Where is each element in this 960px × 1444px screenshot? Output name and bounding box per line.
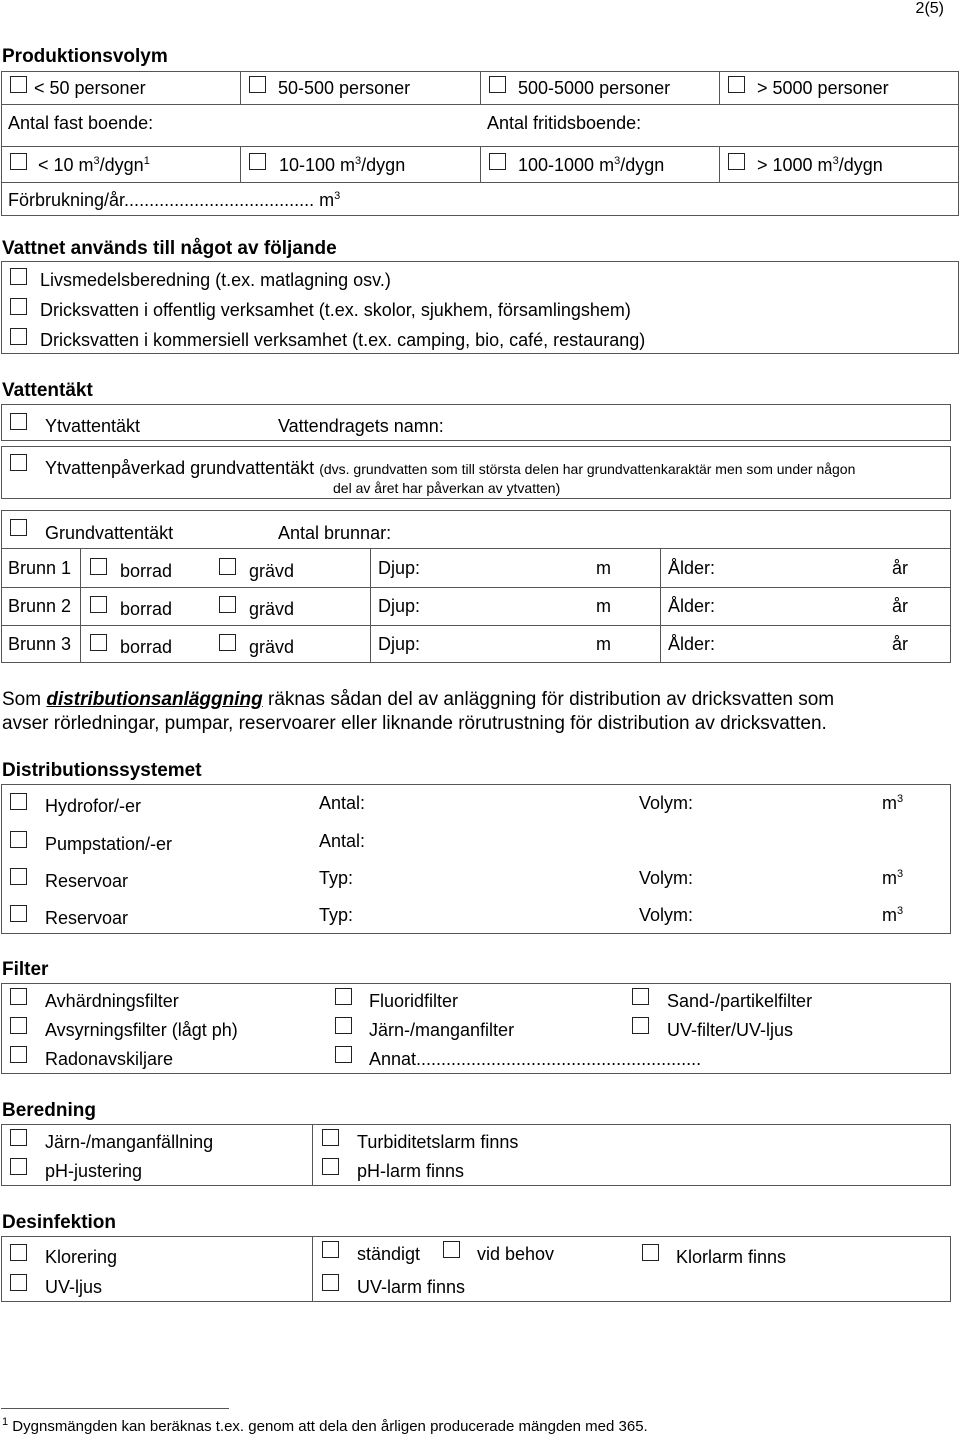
label-fluoridfilter: Fluoridfilter <box>369 991 459 1011</box>
divider <box>1 625 951 626</box>
checkbox-fluoridfilter[interactable] <box>335 988 352 1005</box>
checkbox-persons-under-50[interactable] <box>10 76 27 93</box>
label-annat-filter[interactable]: Annat......................................................... <box>369 1049 702 1069</box>
field-brunn2-alder[interactable]: Ålder: <box>668 596 716 616</box>
footnote <box>2 1418 648 1435</box>
checkbox-grundvattentakt[interactable] <box>10 519 27 536</box>
field-fast-boende[interactable]: Antal fast boende: <box>8 113 154 133</box>
field-brunn1-alder[interactable]: Ålder: <box>668 558 716 578</box>
ytpaverkad-note-line1: (dvs. grundvatten som till största delen har grundvattenkaraktär men som under någon <box>319 461 856 477</box>
distribution-definition-line1: Som distributionsanläggning räknas sådan del av anläggning för distribution av dricksvatten som <box>2 689 835 710</box>
field-reservoar2-typ[interactable]: Typ: <box>319 905 354 925</box>
label-gravd: grävd <box>249 561 295 581</box>
checkbox-brunn1-gravd[interactable] <box>219 558 236 575</box>
field-fritidsboende[interactable]: Antal fritidsboende: <box>487 113 642 133</box>
divider <box>312 1124 313 1186</box>
checkbox-persons-over-5000[interactable] <box>728 76 745 93</box>
section-heading-vattentakt: Vattentäkt <box>2 380 93 401</box>
unit-ar: år <box>892 634 909 654</box>
checkbox-persons-500-5000[interactable] <box>489 76 506 93</box>
label-reservoar: Reservoar <box>45 871 129 891</box>
checkbox-hydrofor[interactable] <box>10 793 27 810</box>
divider <box>370 548 371 663</box>
divider <box>240 71 241 104</box>
label-grundvattentakt: Grundvattentäkt <box>45 523 174 543</box>
divider <box>80 548 81 663</box>
unit-m3: $m^3$ <box>882 868 904 888</box>
label-pumpstation: Pumpstation/-er <box>45 834 173 854</box>
unit-ar: år <box>892 558 909 578</box>
divider <box>240 146 241 182</box>
well-name: Brunn 3 <box>8 634 72 654</box>
checkbox-pumpstation[interactable] <box>10 831 27 848</box>
section-heading-produktionsvolym: Produktionsvolym <box>2 46 168 67</box>
label-borrad: borrad <box>120 561 173 581</box>
label-avsyrningsfilter: Avsyrningsfilter (lågt ph) <box>45 1020 238 1040</box>
field-brunn1-djup[interactable]: Djup: <box>378 558 421 578</box>
checkbox-annat-filter[interactable] <box>335 1046 352 1063</box>
distribution-box <box>1 784 951 934</box>
divider <box>660 548 661 663</box>
field-reservoar1-volym[interactable]: Volym: <box>639 868 694 888</box>
field-hydrofor-volym[interactable]: Volym: <box>639 793 694 813</box>
divider <box>1 587 951 588</box>
divider <box>480 146 481 182</box>
checkbox-uv-ljus[interactable] <box>10 1274 27 1291</box>
checkbox-vid-behov[interactable] <box>443 1241 460 1258</box>
unit-m3: $m^3$ <box>882 793 904 813</box>
checkbox-brunn1-borrad[interactable] <box>90 558 107 575</box>
unit-m: m <box>596 558 611 578</box>
section-heading-anvandning: Vattnet används till något av följande <box>2 238 337 259</box>
field-pumpstation-antal[interactable]: Antal: <box>319 831 366 851</box>
label-uv-filter: UV-filter/UV-ljus <box>667 1020 794 1040</box>
well-name: Brunn 1 <box>8 558 72 578</box>
checkbox-reservoar-1[interactable] <box>10 868 27 885</box>
field-reservoar2-volym[interactable]: Volym: <box>639 905 694 925</box>
section-heading-beredning: Beredning <box>2 1100 96 1121</box>
label-flow-under-10: < 10 $m^3/dygn^1$ <box>38 155 150 175</box>
label-jarn-manganfallning: Järn-/manganfällning <box>45 1132 214 1152</box>
section-heading-filter: Filter <box>2 959 49 980</box>
checkbox-flow-10-100[interactable] <box>249 153 266 170</box>
label-standigt: ständigt <box>357 1244 421 1264</box>
label-ytvattentakt: Ytvattentäkt <box>45 416 141 436</box>
label-klorlarm: Klorlarm finns <box>676 1247 787 1267</box>
checkbox-flow-100-1000[interactable] <box>489 153 506 170</box>
unit-m: m <box>596 634 611 654</box>
label-persons-500-5000: 500-5000 personer <box>518 78 671 98</box>
label-persons-under-50: < 50 personer <box>34 78 146 98</box>
checkbox-kommersiell[interactable] <box>10 328 27 345</box>
desinfektion-box <box>1 1236 951 1302</box>
label-borrad: borrad <box>120 637 173 657</box>
divider <box>1 104 959 105</box>
unit-m: m <box>596 596 611 616</box>
checkbox-avsyrningsfilter[interactable] <box>10 1017 27 1034</box>
ytpaverkad-note-line2: del av året har påverkan av ytvatten) <box>333 480 561 496</box>
checkbox-standigt[interactable] <box>322 1241 339 1258</box>
distribution-definition-line2: avser rörledningar, pumpar, reservoarer eller liknande rörutrustning för distribution av dricksvatten. <box>2 713 827 734</box>
label-ph-larm: pH-larm finns <box>357 1161 465 1181</box>
well-name: Brunn 2 <box>8 596 72 616</box>
label-hydrofor: Hydrofor/-er <box>45 796 142 816</box>
section-heading-distribution: Distributionssystemet <box>2 760 202 781</box>
checkbox-uv-larm[interactable] <box>322 1274 339 1291</box>
divider <box>719 71 720 104</box>
checkbox-livsmedel[interactable] <box>10 268 27 285</box>
label-persons-50-500: 50-500 personer <box>278 78 411 98</box>
footnote-mark: 1 <box>2 1416 9 1428</box>
label-persons-over-5000: > 5000 personer <box>757 78 889 98</box>
checkbox-jarn-manganfallning[interactable] <box>10 1129 27 1146</box>
label-flow-over-1000: > 1000 $m^3$/dygn <box>757 155 883 175</box>
label-turbiditetslarm: Turbiditetslarm finns <box>357 1132 519 1152</box>
footnote-ref: 1 <box>143 155 150 167</box>
divider <box>1 182 959 183</box>
label-sand-partikelfilter: Sand-/partikelfilter <box>667 991 813 1011</box>
checkbox-brunn3-borrad[interactable] <box>90 634 107 651</box>
label-uv-larm: UV-larm finns <box>357 1277 466 1297</box>
label-kommersiell: Dricksvatten i kommersiell verksamhet (t.ex. camping, bio, café, restaurang) <box>40 330 646 350</box>
field-brunn2-djup[interactable]: Djup: <box>378 596 421 616</box>
checkbox-flow-over-1000[interactable] <box>728 153 745 170</box>
checkbox-reservoar-2[interactable] <box>10 905 27 922</box>
label-radonavskiljare: Radonavskiljare <box>45 1049 174 1069</box>
label-gravd: grävd <box>249 599 295 619</box>
checkbox-ytpaverkad[interactable] <box>10 454 27 471</box>
checkbox-ph-larm[interactable] <box>322 1158 339 1175</box>
field-reservoar1-typ[interactable]: Typ: <box>319 868 354 888</box>
unit-ar: år <box>892 596 909 616</box>
footnote-text: Dygnsmängden kan beräknas t.ex. genom att dela den årligen producerade mängden med 365. <box>12 1418 648 1435</box>
section-heading-desinfektion: Desinfektion <box>2 1212 117 1233</box>
divider <box>719 146 720 182</box>
checkbox-offentlig[interactable] <box>10 298 27 315</box>
divider <box>480 71 481 104</box>
footnote-separator <box>1 1408 229 1409</box>
checkbox-radonavskiljare[interactable] <box>10 1046 27 1063</box>
page-number: 2(5) <box>915 0 944 17</box>
checkbox-avhardningsfilter[interactable] <box>10 988 27 1005</box>
label-reservoar: Reservoar <box>45 908 129 928</box>
label-klorering: Klorering <box>45 1247 118 1267</box>
checkbox-sand-partikelfilter[interactable] <box>632 988 649 1005</box>
unit-m3: $m^3$ <box>882 905 904 925</box>
label-flow-10-100: 10-100 $m^3$/dygn <box>279 155 406 175</box>
checkbox-brunn3-gravd[interactable] <box>219 634 236 651</box>
label-gravd: grävd <box>249 637 295 657</box>
field-forbrukning[interactable]: Förbrukning/år...................................... $m^3$ <box>8 190 341 210</box>
divider <box>312 1236 313 1302</box>
label-ph-justering: pH-justering <box>45 1161 143 1181</box>
checkbox-brunn2-gravd[interactable] <box>219 596 236 613</box>
label-offentlig: Dricksvatten i offentlig verksamhet (t.ex. skolor, sjukhem, församlingshem) <box>40 300 631 320</box>
checkbox-klorlarm[interactable] <box>642 1244 659 1261</box>
checkbox-flow-under-10[interactable] <box>10 153 27 170</box>
divider <box>1 548 951 549</box>
field-vattendragets-namn[interactable]: Vattendragets namn: <box>278 416 444 436</box>
label-jarn-manganfilter: Järn-/manganfilter <box>369 1020 515 1040</box>
checkbox-ytvattentakt[interactable] <box>10 413 27 430</box>
field-antal-brunnar[interactable]: Antal brunnar: <box>278 523 392 543</box>
checkbox-turbiditetslarm[interactable] <box>322 1129 339 1146</box>
label-borrad: borrad <box>120 599 173 619</box>
field-brunn3-djup[interactable]: Djup: <box>378 634 421 654</box>
field-brunn3-alder[interactable]: Ålder: <box>668 634 716 654</box>
label-livsmedel: Livsmedelsberedning (t.ex. matlagning osv.) <box>40 270 391 290</box>
label-avhardningsfilter: Avhärdningsfilter <box>45 991 179 1011</box>
field-hydrofor-antal[interactable]: Antal: <box>319 793 366 813</box>
ytvatten-box <box>1 404 951 441</box>
label-uv-ljus: UV-ljus <box>45 1277 103 1297</box>
label-ytpaverkad: Ytvattenpåverkad grundvattentäkt (dvs. grundvatten som till största delen har grundvattenkaraktär men som under någon <box>45 458 856 478</box>
checkbox-ph-justering[interactable] <box>10 1158 27 1175</box>
label-vid-behov: vid behov <box>477 1244 555 1264</box>
label-flow-100-1000: 100-1000 $m^3$/dygn <box>518 155 665 175</box>
checkbox-jarn-manganfilter[interactable] <box>335 1017 352 1034</box>
checkbox-brunn2-borrad[interactable] <box>90 596 107 613</box>
checkbox-persons-50-500[interactable] <box>249 76 266 93</box>
checkbox-uv-filter[interactable] <box>632 1017 649 1034</box>
checkbox-klorering[interactable] <box>10 1244 27 1261</box>
